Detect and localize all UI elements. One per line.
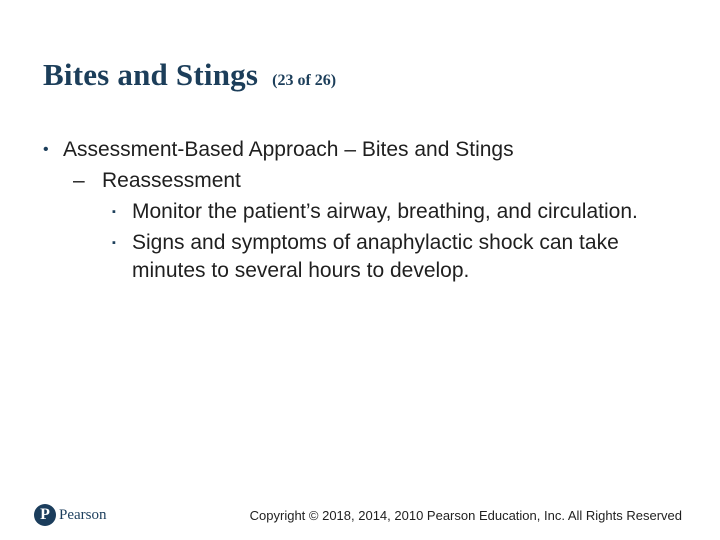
- bullet-level-3: [43, 198, 642, 226]
- bullet-level-3: [43, 229, 642, 285]
- square-bullet-icon: ▪: [112, 237, 116, 249]
- sub-bullet-text: Reassessment: [102, 169, 241, 192]
- bullet-level-1: [43, 136, 683, 164]
- sub-sub-bullet-text: Monitor the patient’s airway, breathing, and circulation.: [132, 200, 638, 223]
- pearson-logo-icon: P: [34, 504, 56, 526]
- dash-marker: –: [73, 169, 85, 192]
- slide-body: [43, 136, 683, 285]
- copyright-notice: Copyright © 2018, 2014, 2010 Pearson Education, Inc. All Rights Reserved: [249, 508, 682, 523]
- slide-title-main: Bites and Stings: [43, 57, 259, 92]
- slide-title: [43, 56, 336, 93]
- sub-sub-bullet-text: Signs and symptoms of anaphylactic shock can take minutes to several hours to develop.: [132, 231, 619, 282]
- bullet-marker: •: [43, 141, 49, 158]
- pearson-logo: [34, 504, 107, 526]
- square-bullet-icon: ▪: [112, 206, 116, 218]
- bullet-level-2: [43, 167, 683, 195]
- pearson-logo-text: Pearson: [59, 506, 107, 523]
- bullet-text: Assessment-Based Approach – Bites and Stings: [63, 138, 514, 161]
- slide-counter: (23 of 26): [272, 72, 337, 89]
